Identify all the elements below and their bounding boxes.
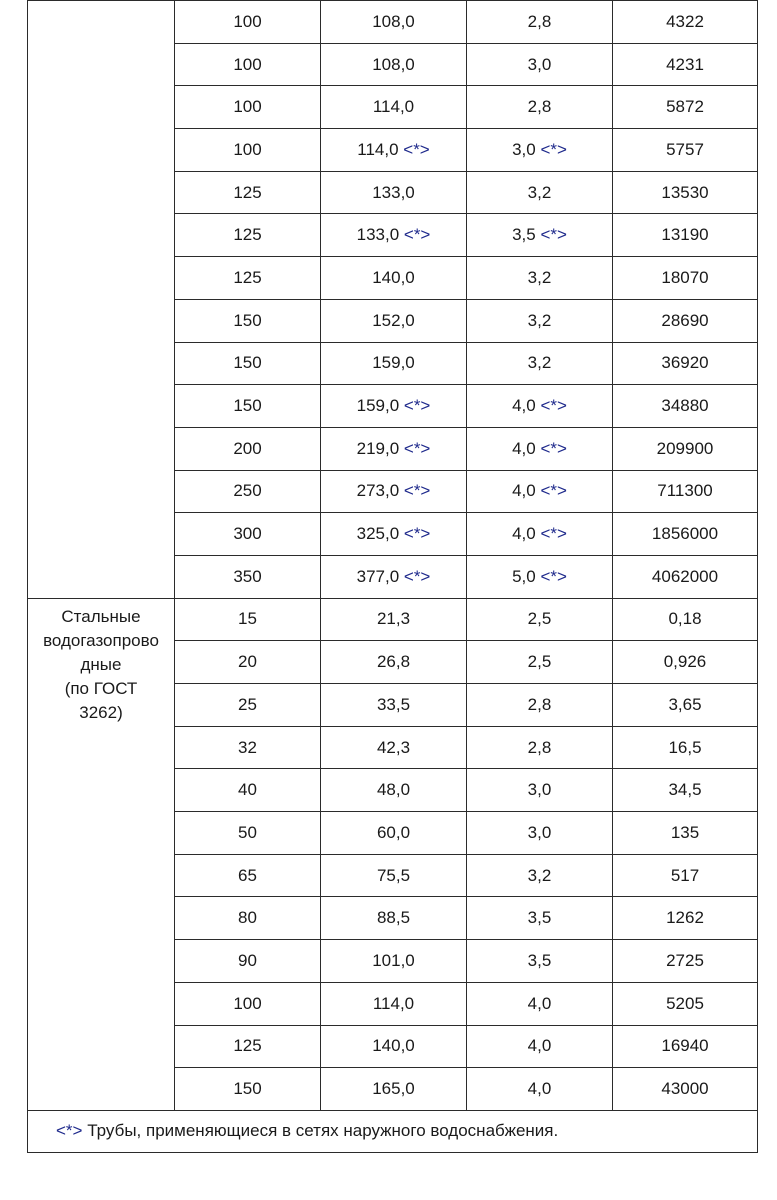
wall-thickness-cell-value: 5,0 [512,566,536,586]
nominal-diameter-cell-value: 50 [238,822,257,842]
nominal-diameter-cell-value: 40 [238,780,257,800]
value-cell-value: 16,5 [668,737,702,757]
wall-thickness-cell-value: 4,0 [527,1079,552,1099]
group-label-cell [28,598,175,1110]
table-row [28,1,758,44]
footnote-link[interactable]: <*> [403,524,431,544]
value-cell-value: 5872 [666,97,704,117]
wall-thickness-cell-value: 3,0 [512,139,536,159]
outer-diameter-cell [321,129,467,172]
nominal-diameter-cell [175,299,321,342]
outer-diameter-cell-value: 159,0 [356,396,400,416]
wall-thickness-cell [467,86,613,129]
wall-thickness-cell [467,43,613,86]
value-cell-value: 34,5 [668,780,702,800]
table-row [28,598,758,641]
wall-thickness-cell [467,598,613,641]
outer-diameter-cell-value: 42,3 [376,737,411,757]
wall-thickness-cell-value: 3,0 [527,54,552,74]
value-cell [613,385,758,428]
group-label-line: дные [80,654,122,674]
footnote-link[interactable]: <*> [540,566,567,586]
value-cell-value: 5757 [666,139,704,159]
nominal-diameter-cell [175,598,321,641]
outer-diameter-cell [321,299,467,342]
footnote-link[interactable]: <*> [540,481,567,501]
nominal-diameter-cell-value: 125 [233,267,262,287]
nominal-diameter-cell [175,214,321,257]
wall-thickness-cell-value: 2,8 [527,11,552,31]
footnote-text: Трубы, применяющиеся в сетях наружного водоснабжения. [87,1121,559,1141]
nominal-diameter-cell [175,555,321,598]
wall-thickness-cell [467,982,613,1025]
value-cell-value: 5205 [666,993,704,1013]
value-cell [613,427,758,470]
value-cell [613,854,758,897]
outer-diameter-cell [321,854,467,897]
outer-diameter-cell [321,257,467,300]
wall-thickness-cell-value: 4,0 [512,438,536,458]
value-cell [613,171,758,214]
outer-diameter-cell [321,427,467,470]
wall-thickness-cell [467,257,613,300]
value-cell [613,555,758,598]
outer-diameter-cell-value: 75,5 [376,865,411,885]
wall-thickness-cell-value: 4,0 [512,524,536,544]
nominal-diameter-cell-value: 150 [233,1079,262,1099]
nominal-diameter-cell [175,854,321,897]
wall-thickness-cell-value: 3,0 [527,780,552,800]
nominal-diameter-cell-value: 100 [233,139,262,159]
outer-diameter-cell-value: 33,5 [376,694,411,714]
value-cell-value: 36920 [661,353,709,373]
nominal-diameter-cell [175,43,321,86]
pipe-table [27,0,758,1153]
wall-thickness-cell-value: 3,2 [527,865,552,885]
pipe-table-body [28,1,758,1111]
outer-diameter-cell [321,470,467,513]
value-cell-value: 43000 [661,1079,709,1099]
nominal-diameter-cell-value: 350 [233,566,262,586]
footnote-link[interactable]: <*> [403,438,431,458]
value-cell [613,1,758,44]
value-cell [613,684,758,727]
value-cell-value: 4322 [666,11,704,31]
wall-thickness-cell-value: 4,0 [527,993,552,1013]
wall-thickness-cell-value: 3,0 [527,822,552,842]
nominal-diameter-cell [175,769,321,812]
wall-thickness-cell-value: 3,5 [527,950,552,970]
nominal-diameter-cell [175,171,321,214]
outer-diameter-cell [321,171,467,214]
value-cell-value: 1856000 [651,524,719,544]
outer-diameter-cell [321,513,467,556]
nominal-diameter-cell-value: 150 [233,396,262,416]
outer-diameter-cell-value: 26,8 [376,652,411,672]
wall-thickness-cell-value: 3,5 [512,225,536,245]
value-cell [613,43,758,86]
value-cell-value: 4231 [666,54,704,74]
footnote-link[interactable]: <*> [403,396,431,416]
nominal-diameter-cell-value: 100 [233,11,262,31]
footnote [28,1110,758,1152]
wall-thickness-cell [467,427,613,470]
footnote-mark[interactable]: <*> [56,1121,83,1141]
value-cell [613,470,758,513]
value-cell [613,1025,758,1068]
value-cell-value: 13530 [661,182,709,202]
outer-diameter-cell-value: 325,0 [356,524,400,544]
outer-diameter-cell [321,1025,467,1068]
outer-diameter-cell-value: 140,0 [372,1036,415,1056]
footnote-link[interactable]: <*> [403,566,431,586]
group-label-line: 3262) [79,702,123,722]
outer-diameter-cell [321,1068,467,1111]
nominal-diameter-cell [175,641,321,684]
outer-diameter-cell [321,940,467,983]
footnote-link[interactable]: <*> [540,139,567,159]
wall-thickness-cell [467,342,613,385]
value-cell [613,257,758,300]
wall-thickness-cell [467,726,613,769]
wall-thickness-cell [467,854,613,897]
outer-diameter-cell-value: 219,0 [356,438,400,458]
outer-diameter-cell-value: 48,0 [376,780,411,800]
wall-thickness-cell-value: 2,5 [527,609,552,629]
value-cell-value: 1262 [666,908,704,928]
wall-thickness-cell [467,641,613,684]
wall-thickness-cell-value: 4,0 [512,481,536,501]
wall-thickness-cell [467,385,613,428]
value-cell [613,641,758,684]
nominal-diameter-cell-value: 250 [233,481,262,501]
wall-thickness-cell [467,129,613,172]
nominal-diameter-cell [175,1025,321,1068]
group-label-line: водогазопрово [43,630,159,650]
outer-diameter-cell-value: 377,0 [356,566,400,586]
value-cell-value: 0,926 [663,652,707,672]
value-cell [613,299,758,342]
nominal-diameter-cell-value: 150 [233,353,262,373]
outer-diameter-cell-value: 101,0 [372,950,415,970]
outer-diameter-cell [321,684,467,727]
nominal-diameter-cell [175,129,321,172]
footnote-link[interactable]: <*> [540,225,567,245]
outer-diameter-cell [321,1,467,44]
outer-diameter-cell-value: 108,0 [372,11,415,31]
nominal-diameter-cell [175,513,321,556]
value-cell [613,1068,758,1111]
footnote-link[interactable]: <*> [403,139,430,159]
wall-thickness-cell [467,171,613,214]
outer-diameter-cell-value: 21,3 [376,609,411,629]
outer-diameter-cell-value: 273,0 [356,481,400,501]
nominal-diameter-cell [175,812,321,855]
nominal-diameter-cell-value: 32 [238,737,257,757]
value-cell [613,86,758,129]
value-cell-value: 28690 [661,310,709,330]
nominal-diameter-cell-value: 300 [233,524,262,544]
wall-thickness-cell [467,684,613,727]
outer-diameter-cell [321,598,467,641]
wall-thickness-cell-value: 4,0 [512,396,536,416]
nominal-diameter-cell [175,1068,321,1111]
value-cell [613,897,758,940]
wall-thickness-cell [467,769,613,812]
wall-thickness-cell [467,1068,613,1111]
nominal-diameter-cell-value: 15 [238,609,257,629]
nominal-diameter-cell [175,982,321,1025]
footnote-row [28,1110,758,1152]
nominal-diameter-cell [175,342,321,385]
nominal-diameter-cell [175,897,321,940]
outer-diameter-cell [321,897,467,940]
outer-diameter-cell [321,385,467,428]
outer-diameter-cell-value: 133,0 [356,225,400,245]
nominal-diameter-cell [175,427,321,470]
value-cell [613,940,758,983]
outer-diameter-cell-value: 165,0 [372,1079,415,1099]
value-cell [613,129,758,172]
wall-thickness-cell [467,214,613,257]
value-cell-value: 135 [670,822,700,842]
footnote-link[interactable]: <*> [540,396,567,416]
nominal-diameter-cell [175,1,321,44]
nominal-diameter-cell-value: 65 [238,865,257,885]
nominal-diameter-cell-value: 90 [238,950,257,970]
wall-thickness-cell-value: 2,8 [527,694,552,714]
value-cell [613,342,758,385]
value-cell [613,726,758,769]
wall-thickness-cell-value: 2,8 [527,97,552,117]
value-cell-value: 0,18 [668,609,702,629]
wall-thickness-cell [467,897,613,940]
footnote-link[interactable]: <*> [540,438,567,458]
outer-diameter-cell [321,43,467,86]
nominal-diameter-cell-value: 100 [233,54,262,74]
nominal-diameter-cell-value: 20 [238,652,257,672]
wall-thickness-cell [467,940,613,983]
outer-diameter-cell-value: 159,0 [372,353,415,373]
value-cell-value: 711300 [657,481,713,501]
outer-diameter-cell [321,86,467,129]
wall-thickness-cell [467,1,613,44]
wall-thickness-cell-value: 3,5 [527,908,552,928]
nominal-diameter-cell [175,385,321,428]
footnote-link[interactable]: <*> [403,481,431,501]
value-cell-value: 18070 [661,267,709,287]
footnote-link[interactable]: <*> [540,524,567,544]
value-cell-value: 13190 [661,225,709,245]
outer-diameter-cell [321,214,467,257]
value-cell-value: 209900 [656,438,714,458]
wall-thickness-cell-value: 2,8 [527,737,552,757]
wall-thickness-cell [467,513,613,556]
nominal-diameter-cell [175,684,321,727]
nominal-diameter-cell-value: 125 [233,225,262,245]
value-cell [613,214,758,257]
wall-thickness-cell [467,470,613,513]
value-cell-value: 517 [670,865,700,885]
outer-diameter-cell [321,769,467,812]
nominal-diameter-cell-value: 125 [233,182,262,202]
value-cell-value: 4062000 [651,566,719,586]
nominal-diameter-cell-value: 150 [233,310,262,330]
outer-diameter-cell [321,342,467,385]
value-cell-value: 16940 [661,1036,709,1056]
outer-diameter-cell [321,982,467,1025]
outer-diameter-cell-value: 108,0 [372,54,415,74]
group-label-cell [28,1,175,599]
nominal-diameter-cell [175,470,321,513]
outer-diameter-cell [321,641,467,684]
nominal-diameter-cell-value: 125 [233,1036,262,1056]
value-cell-value: 2725 [666,950,704,970]
wall-thickness-cell-value: 2,5 [527,652,552,672]
nominal-diameter-cell [175,940,321,983]
nominal-diameter-cell-value: 25 [238,694,257,714]
wall-thickness-cell [467,1025,613,1068]
footnote-link[interactable]: <*> [403,225,431,245]
nominal-diameter-cell [175,726,321,769]
outer-diameter-cell-value: 88,5 [376,908,411,928]
nominal-diameter-cell [175,86,321,129]
group-label-line: (по ГОСТ [64,678,138,698]
wall-thickness-cell [467,299,613,342]
nominal-diameter-cell-value: 100 [233,97,262,117]
value-cell-value: 34880 [661,396,709,416]
outer-diameter-cell-value: 152,0 [372,310,415,330]
outer-diameter-cell [321,812,467,855]
nominal-diameter-cell-value: 200 [233,438,262,458]
outer-diameter-cell-value: 114,0 [372,993,415,1013]
wall-thickness-cell-value: 3,2 [527,353,552,373]
wall-thickness-cell-value: 4,0 [527,1036,552,1056]
wall-thickness-cell [467,555,613,598]
value-cell [613,513,758,556]
outer-diameter-cell-value: 133,0 [372,182,415,202]
outer-diameter-cell-value: 114,0 [372,97,415,117]
value-cell-value: 3,65 [668,694,702,714]
value-cell [613,812,758,855]
group-label-line: Стальные [61,606,141,626]
nominal-diameter-cell-value: 100 [233,993,262,1013]
value-cell [613,598,758,641]
wall-thickness-cell-value: 3,2 [527,182,552,202]
nominal-diameter-cell-value: 80 [238,908,257,928]
outer-diameter-cell [321,726,467,769]
nominal-diameter-cell [175,257,321,300]
value-cell [613,982,758,1025]
wall-thickness-cell-value: 3,2 [527,310,552,330]
value-cell [613,769,758,812]
wall-thickness-cell [467,812,613,855]
outer-diameter-cell-value: 140,0 [372,267,415,287]
outer-diameter-cell [321,555,467,598]
outer-diameter-cell-value: 114,0 [357,139,399,159]
outer-diameter-cell-value: 60,0 [376,822,411,842]
wall-thickness-cell-value: 3,2 [527,267,552,287]
